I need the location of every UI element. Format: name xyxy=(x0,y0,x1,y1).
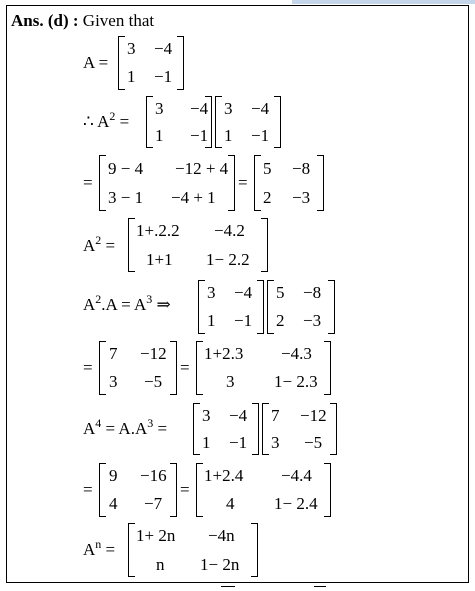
matrix-cell: 2 xyxy=(276,311,285,330)
matrix-a xyxy=(118,36,184,90)
step5-lhs xyxy=(83,292,171,316)
matrix-cell: 1 xyxy=(155,126,164,145)
step5-lhs-mid: .A = A xyxy=(101,295,147,314)
equals-sign: = xyxy=(83,173,93,192)
matrix-cell: −8 xyxy=(303,283,322,302)
matrix-cell: 3 xyxy=(224,99,233,118)
matrix-cell: −3 xyxy=(292,188,311,207)
matrix-cell: 7 xyxy=(271,406,280,425)
matrix-cell: −4 xyxy=(154,39,173,58)
matrix-a-right xyxy=(215,96,281,148)
step5-lhs-base: A xyxy=(83,295,96,314)
matrix-cell: −1 xyxy=(190,126,209,145)
matrix-cell: 4 xyxy=(226,494,235,513)
matrix-a2-pattern xyxy=(128,218,268,272)
answer-header xyxy=(11,11,154,31)
given-text: Given that xyxy=(82,11,155,30)
matrix-cell: −4.4 xyxy=(281,466,312,485)
matrix-cell: 4 xyxy=(109,494,118,513)
matrix-cell: −12 xyxy=(140,344,167,363)
matrix-cell: −4 + 1 xyxy=(171,188,216,207)
matrix-a xyxy=(198,280,264,334)
matrix-cell: 1+2.4 xyxy=(204,466,244,485)
matrix-cell: 1 xyxy=(207,311,216,330)
matrix-cell: −1 xyxy=(229,433,248,452)
matrix-a-fourth xyxy=(99,463,177,517)
step7-lhs-mid: = A.A xyxy=(105,419,148,438)
step7-exp-a: 4 xyxy=(95,416,102,430)
step7-exp-b: 3 xyxy=(147,416,154,430)
matrix-cell: 3 xyxy=(109,372,118,391)
matrix-a-squared xyxy=(254,155,324,211)
equals-sign: = xyxy=(119,112,130,131)
step7-lhs xyxy=(83,416,168,440)
matrix-cell: 1− 2.4 xyxy=(274,494,318,513)
matrix-cell: 3 − 1 xyxy=(108,188,144,207)
step5-exp-a: 2 xyxy=(95,292,102,306)
matrix-cell: −3 xyxy=(303,311,322,330)
matrix-cell: −4 xyxy=(234,283,253,302)
top-highlight-bar xyxy=(292,0,475,4)
step2-lhs-base: ∴ A xyxy=(83,112,110,131)
matrix-cell: 3 xyxy=(271,433,280,452)
matrix-product-expanded xyxy=(99,155,235,211)
cut-off-bracket-mark xyxy=(314,586,326,587)
matrix-cell: 5 xyxy=(276,283,285,302)
step2-lhs xyxy=(83,109,130,133)
matrix-cell: 9 − 4 xyxy=(108,159,144,178)
equals-sign: = xyxy=(83,358,93,377)
matrix-cell: −12 xyxy=(300,406,327,425)
step1-lhs: A = xyxy=(83,53,109,72)
matrix-a3-pattern xyxy=(196,341,331,395)
matrix-cell: −16 xyxy=(140,466,167,485)
matrix-cell: −4 xyxy=(190,99,209,118)
matrix-cell: 1+1 xyxy=(146,250,173,269)
equals-sign: = xyxy=(105,236,116,255)
equals-sign: = xyxy=(105,540,116,559)
step4-lhs-exp: 2 xyxy=(95,233,102,247)
matrix-a-cubed xyxy=(262,403,337,455)
matrix-cell: −5 xyxy=(304,433,323,452)
matrix-cell: 3 xyxy=(207,283,216,302)
matrix-cell: 1 xyxy=(127,67,136,86)
answer-label: Ans. (d) xyxy=(11,11,69,30)
matrix-cell: −4 xyxy=(251,99,270,118)
matrix-cell: n xyxy=(156,555,165,574)
equals-sign: = xyxy=(180,358,190,377)
answer-colon: : xyxy=(72,11,79,30)
matrix-cell: −4.3 xyxy=(281,344,312,363)
matrix-cell: 1+ 2n xyxy=(136,526,176,545)
equals-sign: = xyxy=(238,173,248,192)
matrix-cell: −8 xyxy=(292,159,311,178)
matrix-cell: −1 xyxy=(234,311,253,330)
matrix-cell: −1 xyxy=(251,126,270,145)
step9-lhs xyxy=(83,537,116,561)
matrix-cell: 2 xyxy=(263,188,272,207)
matrix-cell: −4.2 xyxy=(214,221,245,240)
step9-lhs-base: A xyxy=(83,540,96,559)
matrix-a xyxy=(193,403,259,455)
matrix-a-left xyxy=(146,96,212,148)
matrix-cell: 1− 2.2 xyxy=(206,250,250,269)
matrix-an-general xyxy=(128,523,258,577)
matrix-cell: 1+.2.2 xyxy=(136,221,180,240)
matrix-cell: 7 xyxy=(109,344,118,363)
matrix-cell: 9 xyxy=(109,466,118,485)
equals-sign: = xyxy=(180,480,190,499)
step9-lhs-exp: n xyxy=(95,537,102,551)
matrix-a-cubed xyxy=(99,341,177,395)
step5-exp-b: 3 xyxy=(146,292,153,306)
matrix-cell: 3 xyxy=(127,39,136,58)
step4-lhs xyxy=(83,233,116,257)
matrix-cell: −1 xyxy=(154,67,173,86)
matrix-cell: 1 xyxy=(202,433,211,452)
matrix-cell: 5 xyxy=(263,159,272,178)
matrix-cell: 3 xyxy=(202,406,211,425)
matrix-a-squared xyxy=(267,280,335,334)
cut-off-bracket-mark xyxy=(221,586,235,587)
matrix-cell: 1+2.3 xyxy=(204,344,244,363)
matrix-cell: 1 xyxy=(224,126,233,145)
implies-arrow: ⇒ xyxy=(156,295,171,314)
matrix-cell: 1− 2.3 xyxy=(274,372,318,391)
matrix-cell: 3 xyxy=(155,99,164,118)
matrix-cell: −4n xyxy=(208,526,235,545)
step7-lhs-base: A xyxy=(83,419,96,438)
matrix-cell: −12 + 4 xyxy=(175,159,229,178)
step4-lhs-base: A xyxy=(83,236,96,255)
matrix-cell: −5 xyxy=(144,372,163,391)
matrix-cell: 1− 2n xyxy=(200,555,240,574)
matrix-a4-pattern xyxy=(196,463,331,517)
matrix-cell: −4 xyxy=(229,406,248,425)
equals-sign: = xyxy=(83,480,93,499)
matrix-cell: −7 xyxy=(144,494,163,513)
equals-sign: = xyxy=(157,419,168,438)
step2-lhs-exp: 2 xyxy=(109,109,116,123)
matrix-cell: 3 xyxy=(226,372,235,391)
